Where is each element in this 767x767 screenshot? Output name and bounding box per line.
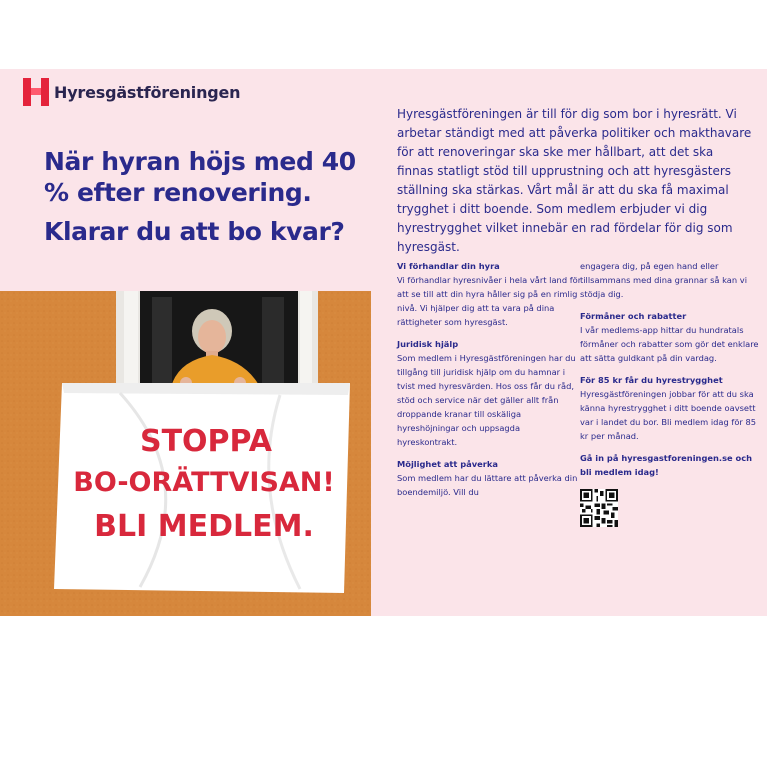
section-heading: Möjlighet att påverka (397, 459, 499, 469)
qr-code-icon[interactable] (580, 489, 618, 527)
section-body: I vår medlems-app hittar du hundratals förmåner och rabatter som gör det enklare att sätta guldkant på din vardag. (580, 325, 759, 363)
banner-line-2: BO-ORÄTTVISAN! (73, 467, 335, 498)
headline (44, 146, 374, 247)
banner-line-3: BLI MEDLEM. (94, 509, 314, 544)
headline-main: När hyran höjs med 40 % efter renovering. (44, 147, 356, 207)
brand-logo[interactable] (23, 78, 240, 106)
banner-line-1: STOPPA (139, 424, 273, 459)
section-body: Som medlem har du lättare att påverka din boendemiljö. Vill du (397, 473, 578, 497)
protest-photo (0, 291, 371, 616)
brand-name: Hyresgästföreningen (54, 82, 241, 102)
info-column-left (397, 259, 582, 507)
section-heading: För 85 kr får du hyrestrygghet (580, 375, 723, 385)
section-body: Hyresgästföreningen jobbar för att du ska känna hyrestrygghet i ditt boende oavsett var i landet du bor. Bli medlem idag för 85 kr per månad. (580, 389, 757, 441)
protest-illustration (0, 291, 371, 616)
advertisement (0, 69, 767, 616)
section-body-continued: engagera dig, på egen hand eller tillsammans med dina grannar så kan vi stödja dig. (580, 261, 747, 299)
info-column-right (580, 259, 765, 527)
logo-h-icon (23, 78, 49, 106)
section-heading: Juridisk hjälp (397, 339, 459, 349)
headline-question: Klarar du att bo kvar? (44, 217, 345, 246)
intro-text (397, 105, 752, 257)
section-body: Vi förhandlar hyresnivåer i hela vårt land för att se till att din hyra håller sig på en rimlig nivå. Vi hjälper dig att ta vara på dina rättigheter som hyresgäst. (397, 275, 582, 327)
intro-paragraph: Hyresgästföreningen är till för dig som bor i hyresrätt. Vi arbetar ständigt med att påverka politiker och makthavare för att renoveringar ska ske mer hållbart, att det ska finnas statligt stöd till upprustning och att hyresgästers ställning ska stärkas. Vårt mål är att du ska få maximal trygghet i ditt boende. Som medlem erbjuder vi dig hyrestrygghet vilket innebär en rad fördelar för dig som hyresgäst. (397, 107, 752, 254)
call-to-action[interactable]: Gå in på hyresgastforeningen.se och bli medlem idag! (580, 453, 753, 477)
section-body: Som medlem i Hyresgästföreningen har du tillgång till juridisk hjälp om du hamnar i tvist med hyresvärden. Hos oss får du råd, stöd och service när det gäller allt från droppande kranar till oskäliga hyreshöjningar och uppsagda hyreskontrakt. (397, 353, 576, 447)
section-heading: Förmåner och rabatter (580, 311, 687, 321)
section-heading: Vi förhandlar din hyra (397, 261, 500, 271)
